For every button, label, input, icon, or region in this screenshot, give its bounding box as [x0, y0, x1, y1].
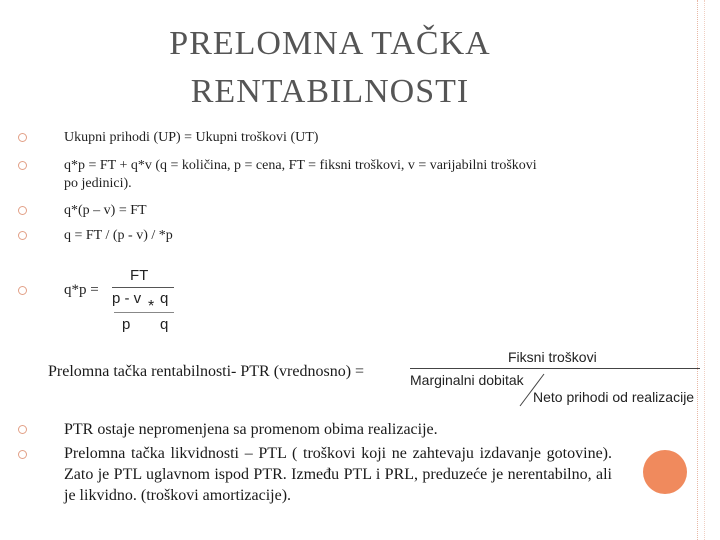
bullet-icon — [18, 206, 27, 215]
decorative-circle — [643, 450, 687, 494]
bullet-text-definitions: q*p = FT + q*v (q = količina, p = cena, FT = fiksni troškovi, v = varijabilni troškovi — [64, 158, 537, 173]
note-ptl-definition: Prelomna tačka likvidnosti – PTL ( troškovi koji ne zahtevaju izdavanje gotovine). Zato je PTL uglavnom ispod PTR. Između PTL i PRL, preduzeće je nerentabilno, ali je likvidno. (troškovi amortizacije). — [64, 445, 612, 504]
formula-denominator: p - v — [112, 290, 142, 307]
slide-title — [120, 20, 540, 116]
ptr-net-revenue: Neto prihodi od realizacije — [533, 389, 695, 405]
ptr-fixed-costs: Fiksni troškovi — [508, 349, 597, 365]
bullet-icon — [18, 425, 27, 434]
title-line-1: PRELOMNA TAČKA — [169, 25, 491, 62]
ptr-main-bar — [410, 368, 700, 369]
bullet-icon — [18, 286, 27, 295]
formula-q-bottom: q — [160, 316, 169, 333]
bullet-text-definitions-cont: po jedinici). — [64, 176, 132, 191]
bullet-icon — [18, 133, 27, 142]
bullet-text-quantity: q = FT / (p - v) / *p — [64, 228, 173, 243]
formula-second-bar — [114, 312, 174, 313]
title-line-2: RENTABILNOSTI — [190, 73, 470, 110]
formula-q-top: q — [160, 290, 169, 307]
ptr-marginal-profit: Marginalni dobitak — [410, 372, 524, 388]
bullet-icon — [18, 161, 27, 170]
formula-multiply: * — [148, 298, 155, 315]
bullet-text-equality: Ukupni prihodi (UP) = Ukupni troškovi (UT) — [64, 130, 319, 145]
slide-border-decoration — [697, 0, 720, 540]
formula-fraction-bar — [112, 287, 174, 288]
formula-p: p — [122, 316, 131, 333]
bullet-icon — [18, 450, 27, 459]
note-ptr-constant: PTR ostaje nepromenjena sa promenom obima realizacije. — [64, 421, 438, 438]
ptr-label: Prelomna tačka rentabilnosti- PTR (vrednosno) = — [48, 363, 365, 380]
bullet-text-factored: q*(p – v) = FT — [64, 203, 147, 218]
bullet-text-revenue: q*p = — [64, 282, 99, 298]
formula-numerator: FT — [130, 267, 149, 284]
bullet-icon — [18, 231, 27, 240]
